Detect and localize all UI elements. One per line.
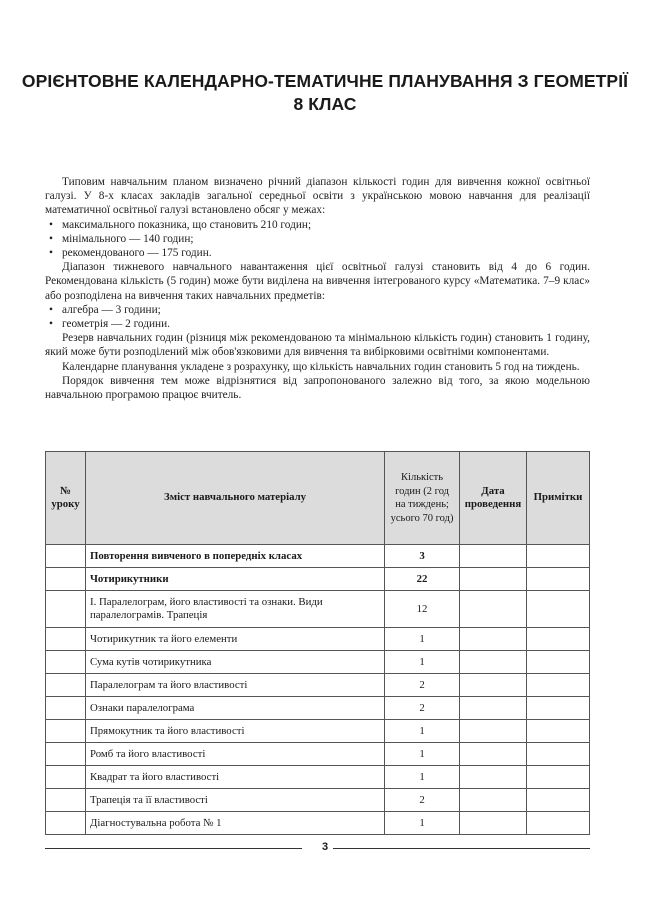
header-hours: Кількість годин (2 год на тиждень; усього 70 год) — [385, 452, 460, 545]
intro-paragraph-3: Резерв навчальних годин (різниця між рекомендованою та мінімальною кількість годин) становить 1 годину, який може бути розподілений між обов'язковими для вивчення та вибірковими освітніми компонентами. — [45, 332, 590, 359]
hours-cell: 1 — [385, 651, 460, 674]
content-cell: Квадрат та його властивості — [85, 766, 384, 789]
title-line-1: ОРІЄНТОВНЕ КАЛЕНДАРНО-ТЕМАТИЧНЕ ПЛАНУВАННЯ З ГЕОМЕТРІЇ — [21, 71, 629, 91]
notes-cell — [526, 743, 589, 766]
range-list — [45, 218, 590, 261]
date-cell — [460, 697, 527, 720]
table-row — [46, 674, 590, 697]
intro-paragraph-1: Типовим навчальним планом визначено річний діапазон кількості годин для вивчення кожної освітньої галузі. У 8-х класах закладів загальної середньої освіти з українською мовою навчання для реалізації математичної освітньої галузі встановлено обсяг у межах: — [45, 176, 590, 217]
date-cell — [460, 591, 527, 628]
notes-cell — [526, 591, 589, 628]
hours-cell: 2 — [385, 697, 460, 720]
lesson-number-cell — [46, 720, 86, 743]
page-number: 3 — [321, 841, 329, 853]
hours-cell: 2 — [385, 674, 460, 697]
content-cell: Ромб та його властивості — [85, 743, 384, 766]
range-list-item: • мінімального — 140 годин; — [62, 232, 590, 246]
intro-paragraph-2: Діапазон тижневого навчального навантаження цієї освітньої галузі становить від 4 до 6 годин. Рекомендована кількість (5 годин) може бути виділена на вивчення інтегрованого курсу «Математика. 7–9 клас» або розподілена на вивчення таких навчальних предметів: — [45, 261, 590, 302]
page-title — [0, 70, 650, 116]
notes-cell — [526, 697, 589, 720]
table-header-row — [46, 452, 590, 545]
title-line-2: 8 КЛАС — [293, 94, 357, 114]
content-cell: Діагностувальна робота № 1 — [85, 812, 384, 835]
table-row — [46, 628, 590, 651]
notes-cell — [526, 651, 589, 674]
table-body — [46, 545, 590, 835]
notes-cell — [526, 628, 589, 651]
hours-cell: 1 — [385, 743, 460, 766]
hours-cell: 12 — [385, 591, 460, 628]
table-row — [46, 697, 590, 720]
table-row — [46, 766, 590, 789]
hours-cell: 1 — [385, 812, 460, 835]
table-row — [46, 651, 590, 674]
header-date: Дата проведення — [460, 452, 527, 545]
lesson-number-cell — [46, 674, 86, 697]
lesson-number-cell — [46, 591, 86, 628]
table-row — [46, 568, 590, 591]
lesson-number-cell — [46, 568, 86, 591]
subject-list — [45, 303, 590, 331]
content-cell: Чотирикутники — [85, 568, 384, 591]
table-row — [46, 720, 590, 743]
intro-paragraph-4: Календарне планування укладене з розрахунку, що кількість навчальних годин становить 5 год на тиждень. — [62, 360, 580, 373]
content-cell: Прямокутник та його властивості — [85, 720, 384, 743]
hours-cell: 1 — [385, 766, 460, 789]
range-list-item: • рекомендованого — 175 годин. — [62, 246, 590, 260]
intro-text — [45, 175, 590, 402]
date-cell — [460, 789, 527, 812]
header-lesson-number: № уроку — [46, 452, 86, 545]
content-cell: Трапеція та її властивості — [85, 789, 384, 812]
date-cell — [460, 743, 527, 766]
table-row — [46, 591, 590, 628]
content-cell: Чотирикутник та його елементи — [85, 628, 384, 651]
footer-divider-right — [333, 848, 590, 849]
lesson-number-cell — [46, 628, 86, 651]
table-row — [46, 743, 590, 766]
date-cell — [460, 720, 527, 743]
subject-list-item: • геометрія — 2 години. — [62, 317, 590, 331]
table-row — [46, 812, 590, 835]
footer-divider-left — [45, 848, 302, 849]
lesson-number-cell — [46, 651, 86, 674]
date-cell — [460, 628, 527, 651]
hours-cell: 3 — [385, 545, 460, 568]
content-cell: I. Паралелограм, його властивості та ознаки. Види паралелограмів. Трапеція — [85, 591, 384, 628]
hours-cell: 1 — [385, 628, 460, 651]
notes-cell — [526, 674, 589, 697]
date-cell — [460, 568, 527, 591]
lesson-number-cell — [46, 766, 86, 789]
hours-cell: 22 — [385, 568, 460, 591]
lesson-number-cell — [46, 545, 86, 568]
table-row — [46, 789, 590, 812]
notes-cell — [526, 812, 589, 835]
date-cell — [460, 651, 527, 674]
planning-table — [45, 451, 590, 835]
intro-paragraph-5: Порядок вивчення тем може відрізнятися від запропонованого залежно від того, за якою модельною навчальною програмою працює вчитель. — [45, 374, 590, 402]
header-notes: Примітки — [526, 452, 589, 545]
content-cell: Повторення вивченого в попередніх класах — [85, 545, 384, 568]
date-cell — [460, 545, 527, 568]
range-list-item: • максимального показника, що становить 210 годин; — [62, 218, 590, 232]
lesson-number-cell — [46, 812, 86, 835]
subject-list-item: • алгебра — 3 години; — [62, 303, 590, 317]
table-row — [46, 545, 590, 568]
date-cell — [460, 812, 527, 835]
content-cell: Паралелограм та його властивості — [85, 674, 384, 697]
notes-cell — [526, 766, 589, 789]
notes-cell — [526, 545, 589, 568]
date-cell — [460, 766, 527, 789]
content-cell: Ознаки паралелограма — [85, 697, 384, 720]
hours-cell: 1 — [385, 720, 460, 743]
hours-cell: 2 — [385, 789, 460, 812]
content-cell: Сума кутів чотирикутника — [85, 651, 384, 674]
lesson-number-cell — [46, 789, 86, 812]
notes-cell — [526, 720, 589, 743]
header-content: Зміст навчального матеріалу — [85, 452, 384, 545]
notes-cell — [526, 789, 589, 812]
notes-cell — [526, 568, 589, 591]
lesson-number-cell — [46, 697, 86, 720]
date-cell — [460, 674, 527, 697]
lesson-number-cell — [46, 743, 86, 766]
